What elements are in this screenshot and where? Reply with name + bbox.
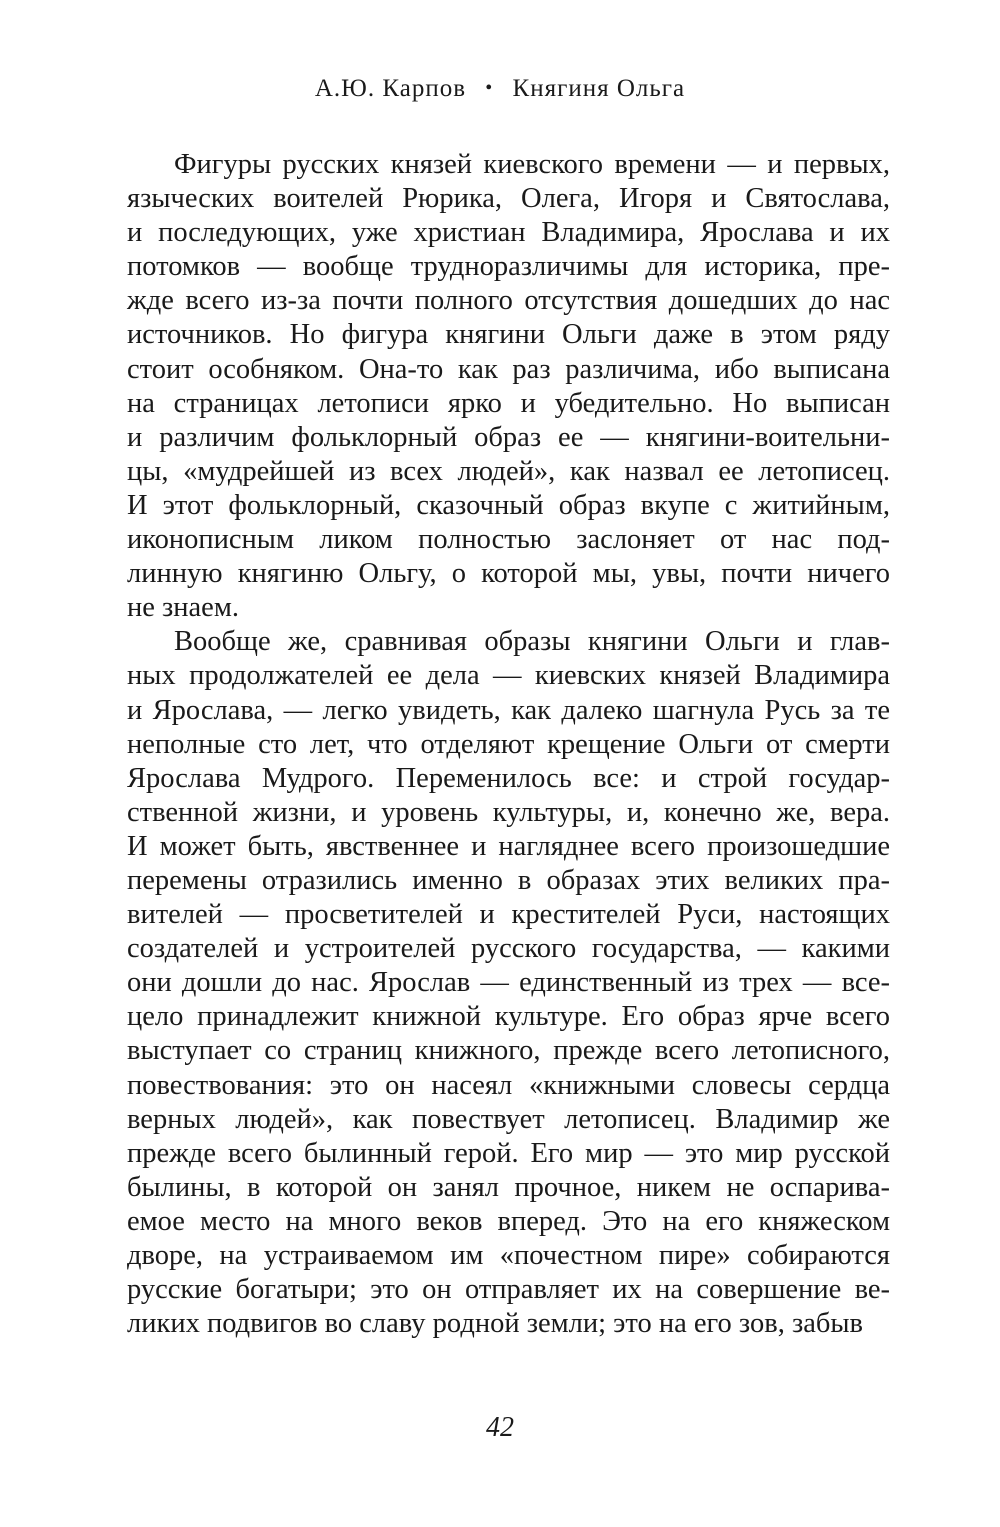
page-number: 42 — [486, 1412, 514, 1443]
text-line: они дошли до нас. Ярослав — единственный из трех — все- — [127, 967, 890, 999]
text-line: выступает со страниц книжного, прежде всего летописного, — [127, 1035, 890, 1067]
text-line: Фигуры русских князей киевского времени — и первых, — [174, 149, 890, 180]
text-line: ликих подвигов во славу родной земли; это на его зов, забыв — [127, 1308, 863, 1340]
text-line: и Ярослава, — легко увидеть, как далеко шагнула Русь за те — [127, 694, 890, 726]
text-line: не знаем. — [127, 592, 239, 624]
text-line: ных продолжателей ее дела — киевских князей Владимира — [127, 660, 890, 692]
text-line: емое место на много веков вперед. Это на его княжеском — [127, 1205, 890, 1237]
text-line: прежде всего былинный герой. Его мир — это мир русской — [127, 1137, 890, 1169]
text-line: цы, «мудрейшей из всех людей», как назвал ее летописец. — [127, 455, 890, 487]
text-line: Ярослава Мудрого. Переменилось все: и строй государ- — [127, 762, 890, 794]
text-line: дворе, на устраиваемом им «почестном пире» собираются — [127, 1240, 890, 1271]
text-line: вителей — просветителей и крестителей Руси, настоящих — [127, 899, 890, 931]
text-line: И может быть, явственнее и нагляднее всего произошедшие — [127, 830, 890, 862]
text-line: неполные сто лет, что отделяют крещение Ольги от смерти — [127, 728, 890, 760]
text-line: жде всего из-за почти полного отсутствия дошедших до нас — [127, 285, 890, 317]
text-line: верных людей», как повествует летописец. Владимир же — [127, 1103, 890, 1135]
text-line: и последующих, уже христиан Владимира, Ярослава и их — [127, 217, 890, 249]
text-line: на страницах летописи ярко и убедительно. Но выписан — [127, 387, 890, 419]
text-line: линную княгиню Ольгу, о которой мы, увы, почти ничего — [127, 558, 890, 590]
separator-bullet: • — [485, 77, 494, 99]
paragraph — [127, 148, 890, 625]
text-line: Вообще же, сравнивая образы княгини Ольги и глав- — [174, 626, 890, 658]
text-line: былины, в которой он занял прочное, никем не оспарива- — [127, 1171, 890, 1203]
body-text — [127, 148, 890, 1341]
text-line: повествования: это он насеял «книжными словесы сердца — [127, 1069, 890, 1101]
text-line: цело принадлежит книжной культуре. Его образ ярче всего — [127, 1001, 890, 1033]
text-line: потомков — вообще трудноразличимы для историка, пре- — [127, 251, 890, 283]
text-line: стоит особняком. Она-то как раз различима, ибо выписана — [127, 353, 890, 385]
text-line: источников. Но фигура княгини Ольги даже в этом ряду — [127, 319, 890, 351]
text-line: русские богатыри; это он отправляет их на совершение ве- — [127, 1274, 890, 1306]
text-line: перемены отразились именно в образах этих великих пра- — [127, 864, 890, 896]
paragraph — [127, 625, 890, 1341]
running-head — [0, 75, 1000, 103]
text-line: иконописным ликом полностью заслоняет от нас под- — [127, 524, 890, 556]
text-line: языческих воителей Рюрика, Олега, Игоря и Святослава, — [127, 183, 890, 215]
book-title: Княгиня Ольга — [512, 75, 686, 102]
text-line: И этот фольклорный, сказочный образ вкупе с житийным, — [127, 489, 890, 521]
text-line: создателей и устроителей русского государства, — какими — [127, 933, 890, 965]
text-line: и различим фольклорный образ ее — княгини-воительни- — [127, 421, 890, 453]
text-line: ственной жизни, и уровень культуры, и, конечно же, вера. — [127, 796, 890, 828]
author-name: А.Ю. Карпов — [314, 75, 466, 102]
